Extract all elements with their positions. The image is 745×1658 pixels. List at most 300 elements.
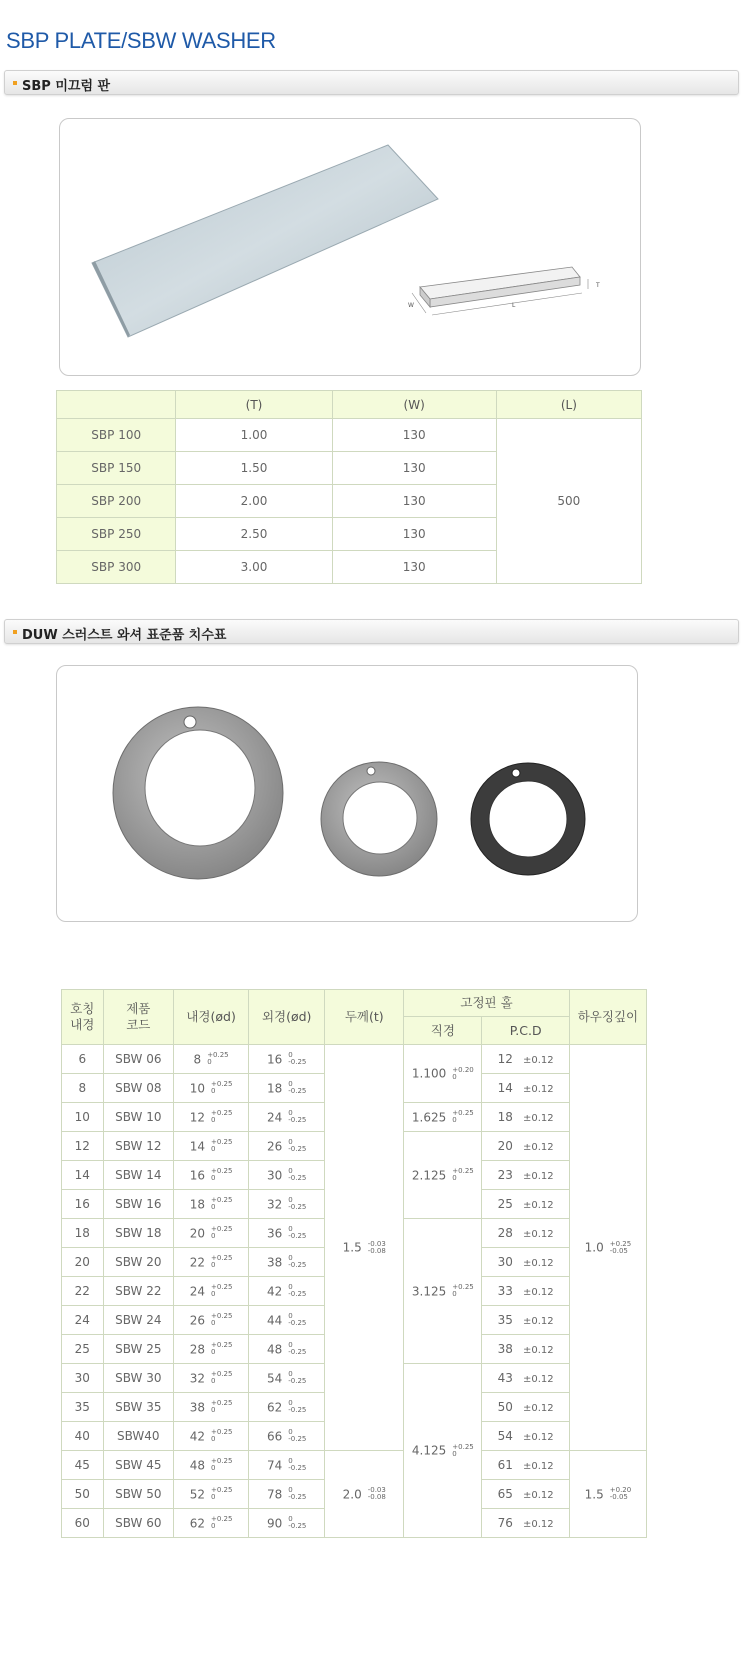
od-cell: [249, 1161, 325, 1190]
tolerance-lower: -0.25: [288, 1377, 307, 1386]
id-tolerance: [211, 1255, 232, 1269]
model-cell: SBP 200: [57, 485, 176, 518]
width-cell: 130: [332, 485, 496, 518]
tolerance-lower: 0: [211, 1319, 216, 1328]
washer-illustration: [57, 666, 637, 921]
width-cell: 130: [332, 518, 496, 551]
pcd-value: 20: [497, 1139, 513, 1153]
nominal-cell: 18: [62, 1219, 104, 1248]
pcd-value: 23: [497, 1168, 513, 1182]
header-cell: (L): [496, 391, 641, 419]
thickness-cell: 2.00: [176, 485, 332, 518]
pcd-cell: [482, 1219, 569, 1248]
tolerance-upper: 0: [288, 1428, 293, 1437]
sbw-table: [61, 989, 647, 1538]
od-cell: [249, 1103, 325, 1132]
tolerance-upper: 0: [288, 1080, 293, 1089]
od-value: 32: [266, 1197, 283, 1212]
id-tolerance: [211, 1110, 232, 1124]
tolerance-upper: +0.25: [452, 1109, 474, 1118]
pcd-value: 43: [497, 1371, 513, 1385]
id-value: 14: [189, 1139, 205, 1154]
id-tolerance: [211, 1342, 232, 1356]
pcd-cell: [482, 1132, 569, 1161]
sbp-table: [56, 390, 642, 584]
nominal-cell: 45: [62, 1451, 104, 1480]
table-header-row: [57, 391, 642, 419]
tolerance-lower: 0: [211, 1348, 216, 1357]
od-value: 44: [266, 1313, 283, 1328]
pcd-tolerance: ±0.12: [522, 1113, 554, 1124]
tolerance-lower: -0.25: [288, 1406, 307, 1415]
nominal-cell: 30: [62, 1364, 104, 1393]
header-cell: (T): [176, 391, 332, 419]
code-cell: SBW 16: [103, 1190, 174, 1219]
code-cell: SBW 50: [103, 1480, 174, 1509]
tolerance-upper: -0.03: [367, 1239, 386, 1248]
od-value: 38: [266, 1255, 283, 1270]
header-nominal: 호칭 내경: [62, 990, 104, 1045]
id-tolerance: [211, 1168, 232, 1182]
tolerance-lower: -0.25: [288, 1058, 307, 1067]
id-value: 28: [189, 1342, 205, 1357]
nominal-cell: 8: [62, 1074, 104, 1103]
code-cell: SBW 24: [103, 1306, 174, 1335]
tolerance-upper: +0.25: [211, 1254, 233, 1263]
od-value: 24: [266, 1110, 283, 1125]
washer-image-frame: [56, 665, 638, 922]
code-cell: SBW 45: [103, 1451, 174, 1480]
code-cell: SBW 30: [103, 1364, 174, 1393]
id-value: 20: [189, 1226, 205, 1241]
od-tolerance: [288, 1429, 306, 1443]
header-pin-dia: 직경: [404, 1017, 482, 1045]
od-tolerance: [288, 1458, 306, 1472]
code-cell: SBW40: [103, 1422, 174, 1451]
tolerance-upper: +0.25: [452, 1283, 474, 1292]
width-cell: 130: [332, 419, 496, 452]
od-cell: [249, 1480, 325, 1509]
id-cell: [174, 1045, 249, 1074]
od-tolerance: [288, 1255, 306, 1269]
header-cell: (W): [332, 391, 496, 419]
pcd-value: 12: [497, 1052, 513, 1066]
header-id: 내경(ød): [174, 990, 249, 1045]
code-cell: SBW 12: [103, 1132, 174, 1161]
tolerance-upper: 0: [288, 1167, 293, 1176]
od-tolerance: [288, 1052, 306, 1066]
thickness-cell: 2.50: [176, 518, 332, 551]
pcd-cell: [482, 1509, 569, 1538]
tolerance-upper: 0: [288, 1225, 293, 1234]
pcd-cell: [482, 1161, 569, 1190]
pcd-cell: [482, 1306, 569, 1335]
id-tolerance: [207, 1052, 228, 1066]
header-housing: 하우징깊이: [569, 990, 646, 1045]
od-value: 62: [266, 1400, 283, 1415]
plate-illustration: [60, 119, 640, 375]
thickness-cell: 3.00: [176, 551, 332, 584]
pcd-tolerance: ±0.12: [522, 1345, 554, 1356]
pin-diameter-value: 2.125: [411, 1168, 447, 1183]
od-cell: [249, 1306, 325, 1335]
nominal-cell: 12: [62, 1132, 104, 1161]
id-tolerance: [211, 1081, 232, 1095]
code-cell: SBW 22: [103, 1277, 174, 1306]
pin-diameter-tolerance: [452, 1110, 473, 1124]
od-cell: [249, 1393, 325, 1422]
od-cell: [249, 1451, 325, 1480]
nominal-cell: 14: [62, 1161, 104, 1190]
tolerance-upper: 0: [288, 1312, 293, 1321]
tolerance-lower: -0.05: [609, 1493, 628, 1502]
tolerance-upper: +0.25: [452, 1442, 474, 1451]
id-tolerance: [211, 1429, 232, 1443]
od-cell: [249, 1248, 325, 1277]
id-tolerance: [211, 1226, 232, 1240]
pcd-tolerance: ±0.12: [522, 1316, 554, 1327]
tolerance-upper: 0: [288, 1283, 293, 1292]
pcd-tolerance: ±0.12: [522, 1084, 554, 1095]
washer-black: [471, 763, 585, 875]
tolerance-upper: +0.25: [211, 1225, 233, 1234]
od-value: 18: [266, 1081, 283, 1096]
id-value: 26: [189, 1313, 205, 1328]
thickness-cell: 1.00: [176, 419, 332, 452]
od-tolerance: [288, 1110, 306, 1124]
tolerance-lower: 0: [211, 1145, 216, 1154]
pcd-cell: [482, 1074, 569, 1103]
housing-cell: [569, 1451, 646, 1538]
tolerance-lower: -0.05: [609, 1246, 628, 1255]
code-cell: SBW 06: [103, 1045, 174, 1074]
header-cell: [57, 391, 176, 419]
tolerance-lower: -0.08: [367, 1493, 386, 1502]
header-od: 외경(ød): [249, 990, 325, 1045]
tolerance-lower: -0.25: [288, 1348, 307, 1357]
pcd-value: 28: [497, 1226, 513, 1240]
id-cell: [174, 1509, 249, 1538]
plate-image-frame: [59, 118, 641, 376]
pcd-cell: [482, 1045, 569, 1074]
id-cell: [174, 1132, 249, 1161]
header-thickness: 두께(t): [325, 990, 404, 1045]
pcd-value: 38: [497, 1342, 513, 1356]
od-tolerance: [288, 1197, 306, 1211]
pcd-tolerance: ±0.12: [522, 1055, 554, 1066]
tolerance-upper: 0: [288, 1399, 293, 1408]
tolerance-lower: 0: [211, 1290, 216, 1299]
section-header-duw: [4, 619, 739, 644]
od-value: 36: [266, 1226, 283, 1241]
tolerance-upper: 0: [288, 1109, 293, 1118]
pcd-tolerance: ±0.12: [522, 1171, 554, 1182]
thickness-cell: 1.50: [176, 452, 332, 485]
tolerance-upper: +0.25: [211, 1167, 233, 1176]
width-cell: 130: [332, 452, 496, 485]
pin-diameter-value: 4.125: [411, 1443, 447, 1458]
id-tolerance: [211, 1400, 232, 1414]
id-cell: [174, 1248, 249, 1277]
model-cell: SBP 100: [57, 419, 176, 452]
tolerance-upper: 0: [288, 1051, 293, 1060]
tolerance-lower: 0: [211, 1522, 216, 1531]
pcd-cell: [482, 1422, 569, 1451]
housing-value: 1.5: [584, 1487, 604, 1502]
od-tolerance: [288, 1081, 306, 1095]
od-tolerance: [288, 1487, 306, 1501]
pcd-value: 33: [497, 1284, 513, 1298]
pcd-tolerance: ±0.12: [522, 1374, 554, 1385]
od-tolerance: [288, 1371, 306, 1385]
tolerance-upper: 0: [288, 1486, 293, 1495]
housing-tolerance: [610, 1241, 631, 1255]
id-value: 42: [189, 1429, 205, 1444]
tolerance-upper: 0: [288, 1254, 293, 1263]
tolerance-lower: 0: [211, 1493, 216, 1502]
washer-medium: [321, 762, 437, 876]
pcd-tolerance: ±0.12: [522, 1200, 554, 1211]
od-cell: [249, 1219, 325, 1248]
pcd-cell: [482, 1451, 569, 1480]
id-value: 10: [189, 1081, 205, 1096]
od-cell: [249, 1509, 325, 1538]
tolerance-upper: +0.25: [609, 1239, 632, 1248]
pcd-value: 30: [497, 1255, 513, 1269]
pcd-value: 14: [497, 1081, 513, 1095]
od-value: 30: [266, 1168, 283, 1183]
pcd-value: 76: [497, 1516, 513, 1530]
tolerance-upper: +0.25: [211, 1399, 233, 1408]
id-cell: [174, 1190, 249, 1219]
pcd-cell: [482, 1393, 569, 1422]
pcd-cell: [482, 1335, 569, 1364]
code-cell: SBW 35: [103, 1393, 174, 1422]
pin-diameter-cell: [404, 1364, 482, 1538]
code-cell: SBW 60: [103, 1509, 174, 1538]
code-cell: SBW 10: [103, 1103, 174, 1132]
od-cell: [249, 1335, 325, 1364]
tolerance-lower: 0: [211, 1464, 216, 1473]
od-cell: [249, 1045, 325, 1074]
id-tolerance: [211, 1284, 232, 1298]
tolerance-lower: -0.25: [288, 1116, 307, 1125]
id-value: 12: [189, 1110, 205, 1125]
id-tolerance: [211, 1139, 232, 1153]
pin-diameter-value: 3.125: [411, 1284, 447, 1299]
tolerance-lower: 0: [211, 1232, 216, 1241]
tolerance-lower: 0: [452, 1174, 457, 1183]
housing-cell: [569, 1045, 646, 1451]
header-code: 제품 코드: [103, 990, 174, 1045]
dimension-label-l: L: [512, 302, 516, 309]
pcd-cell: [482, 1480, 569, 1509]
tolerance-lower: -0.25: [288, 1261, 307, 1270]
pcd-value: 25: [497, 1197, 513, 1211]
od-value: 74: [266, 1458, 283, 1473]
pcd-tolerance: ±0.12: [522, 1461, 554, 1472]
tolerance-lower: 0: [211, 1261, 216, 1270]
tolerance-lower: -0.25: [288, 1174, 307, 1183]
id-tolerance: [211, 1516, 232, 1530]
tolerance-upper: +0.25: [211, 1138, 233, 1147]
id-cell: [174, 1103, 249, 1132]
tolerance-upper: +0.20: [452, 1065, 474, 1074]
pcd-value: 61: [497, 1458, 513, 1472]
nominal-cell: 40: [62, 1422, 104, 1451]
washer-large: [113, 707, 283, 879]
section-title: DUW 스러스트 와셔 표준품 치수표: [22, 628, 227, 643]
id-value: 22: [189, 1255, 205, 1270]
tolerance-lower: -0.25: [288, 1435, 307, 1444]
bullet-icon: [13, 630, 17, 634]
id-value: 38: [189, 1400, 205, 1415]
housing-value: 1.0: [584, 1240, 604, 1255]
tolerance-upper: +0.25: [211, 1515, 233, 1524]
id-cell: [174, 1393, 249, 1422]
id-cell: [174, 1422, 249, 1451]
id-cell: [174, 1306, 249, 1335]
housing-tolerance: [610, 1487, 631, 1501]
pcd-tolerance: ±0.12: [522, 1403, 554, 1414]
pcd-cell: [482, 1364, 569, 1393]
pin-diameter-tolerance: [452, 1067, 473, 1081]
tolerance-lower: -0.25: [288, 1145, 307, 1154]
model-cell: SBP 300: [57, 551, 176, 584]
nominal-cell: 20: [62, 1248, 104, 1277]
pin-diameter-cell: [404, 1132, 482, 1219]
tolerance-upper: +0.25: [211, 1080, 233, 1089]
od-value: 54: [266, 1371, 283, 1386]
nominal-cell: 25: [62, 1335, 104, 1364]
pcd-tolerance: ±0.12: [522, 1490, 554, 1501]
od-cell: [249, 1190, 325, 1219]
tolerance-upper: +0.25: [211, 1486, 233, 1495]
length-cell: 500: [496, 419, 641, 584]
od-value: 16: [266, 1052, 283, 1067]
tolerance-upper: +0.25: [211, 1109, 233, 1118]
thickness-tolerance: [368, 1487, 386, 1501]
pin-diameter-value: 1.100: [411, 1066, 447, 1081]
pin-diameter-cell: [404, 1219, 482, 1364]
dimension-label-t: T: [596, 282, 600, 289]
tolerance-lower: -0.25: [288, 1087, 307, 1096]
section-title: SBP 미끄럼 판: [22, 79, 111, 94]
id-value: 8: [193, 1052, 202, 1067]
tolerance-lower: -0.25: [288, 1290, 307, 1299]
tolerance-lower: -0.25: [288, 1493, 307, 1502]
id-value: 62: [189, 1516, 205, 1531]
id-cell: [174, 1364, 249, 1393]
tolerance-upper: 0: [288, 1457, 293, 1466]
nominal-cell: 24: [62, 1306, 104, 1335]
pcd-value: 54: [497, 1429, 513, 1443]
pin-diameter-cell: [404, 1045, 482, 1103]
nominal-cell: 10: [62, 1103, 104, 1132]
code-cell: SBW 08: [103, 1074, 174, 1103]
id-value: 18: [189, 1197, 205, 1212]
id-cell: [174, 1074, 249, 1103]
id-value: 16: [189, 1168, 205, 1183]
bullet-icon: [13, 81, 17, 85]
tolerance-upper: 0: [288, 1196, 293, 1205]
id-cell: [174, 1480, 249, 1509]
dimension-label-w: W: [408, 302, 414, 309]
code-cell: SBW 20: [103, 1248, 174, 1277]
nominal-cell: 35: [62, 1393, 104, 1422]
tolerance-upper: 0: [288, 1370, 293, 1379]
table-header-row: [62, 990, 647, 1017]
tolerance-upper: +0.20: [609, 1486, 632, 1495]
tolerance-lower: 0: [211, 1087, 216, 1096]
code-cell: SBW 25: [103, 1335, 174, 1364]
id-value: 24: [189, 1284, 205, 1299]
od-tolerance: [288, 1284, 306, 1298]
od-cell: [249, 1074, 325, 1103]
table-row: [62, 1045, 647, 1074]
tolerance-upper: +0.25: [211, 1283, 233, 1292]
id-cell: [174, 1219, 249, 1248]
pcd-tolerance: ±0.12: [522, 1287, 554, 1298]
tolerance-lower: 0: [452, 1116, 457, 1125]
pin-diameter-cell: [404, 1103, 482, 1132]
od-tolerance: [288, 1168, 306, 1182]
od-tolerance: [288, 1313, 306, 1327]
tolerance-upper: 0: [288, 1341, 293, 1350]
model-cell: SBP 150: [57, 452, 176, 485]
tolerance-lower: 0: [211, 1406, 216, 1415]
tolerance-lower: 0: [452, 1072, 457, 1081]
model-cell: SBP 250: [57, 518, 176, 551]
od-cell: [249, 1364, 325, 1393]
pcd-tolerance: ±0.12: [522, 1258, 554, 1269]
section-header-sbp: [4, 70, 739, 95]
od-value: 42: [266, 1284, 283, 1299]
code-cell: SBW 14: [103, 1161, 174, 1190]
tolerance-lower: 0: [211, 1203, 216, 1212]
nominal-cell: 60: [62, 1509, 104, 1538]
pcd-cell: [482, 1103, 569, 1132]
od-tolerance: [288, 1342, 306, 1356]
od-value: 90: [266, 1516, 283, 1531]
od-cell: [249, 1422, 325, 1451]
pcd-tolerance: ±0.12: [522, 1432, 554, 1443]
tolerance-upper: +0.25: [211, 1341, 233, 1350]
tolerance-lower: -0.25: [288, 1203, 307, 1212]
thickness-cell: [325, 1451, 404, 1538]
tolerance-upper: +0.25: [211, 1196, 233, 1205]
pcd-tolerance: ±0.12: [522, 1142, 554, 1153]
od-value: 48: [266, 1342, 283, 1357]
tolerance-lower: 0: [211, 1116, 216, 1125]
id-tolerance: [211, 1458, 232, 1472]
pin-diameter-value: 1.625: [411, 1110, 447, 1125]
id-value: 52: [189, 1487, 205, 1502]
tolerance-upper: +0.25: [452, 1167, 474, 1176]
id-value: 48: [189, 1458, 205, 1473]
tolerance-lower: 0: [452, 1449, 457, 1458]
tolerance-lower: 0: [211, 1377, 216, 1386]
header-pcd: P.C.D: [482, 1017, 569, 1045]
table-row: [57, 419, 642, 452]
id-cell: [174, 1277, 249, 1306]
nominal-cell: 22: [62, 1277, 104, 1306]
tolerance-upper: 0: [288, 1515, 293, 1524]
tolerance-lower: -0.25: [288, 1232, 307, 1241]
pcd-cell: [482, 1190, 569, 1219]
id-tolerance: [211, 1313, 232, 1327]
header-pin-hole: 고정핀 홀: [404, 990, 570, 1017]
